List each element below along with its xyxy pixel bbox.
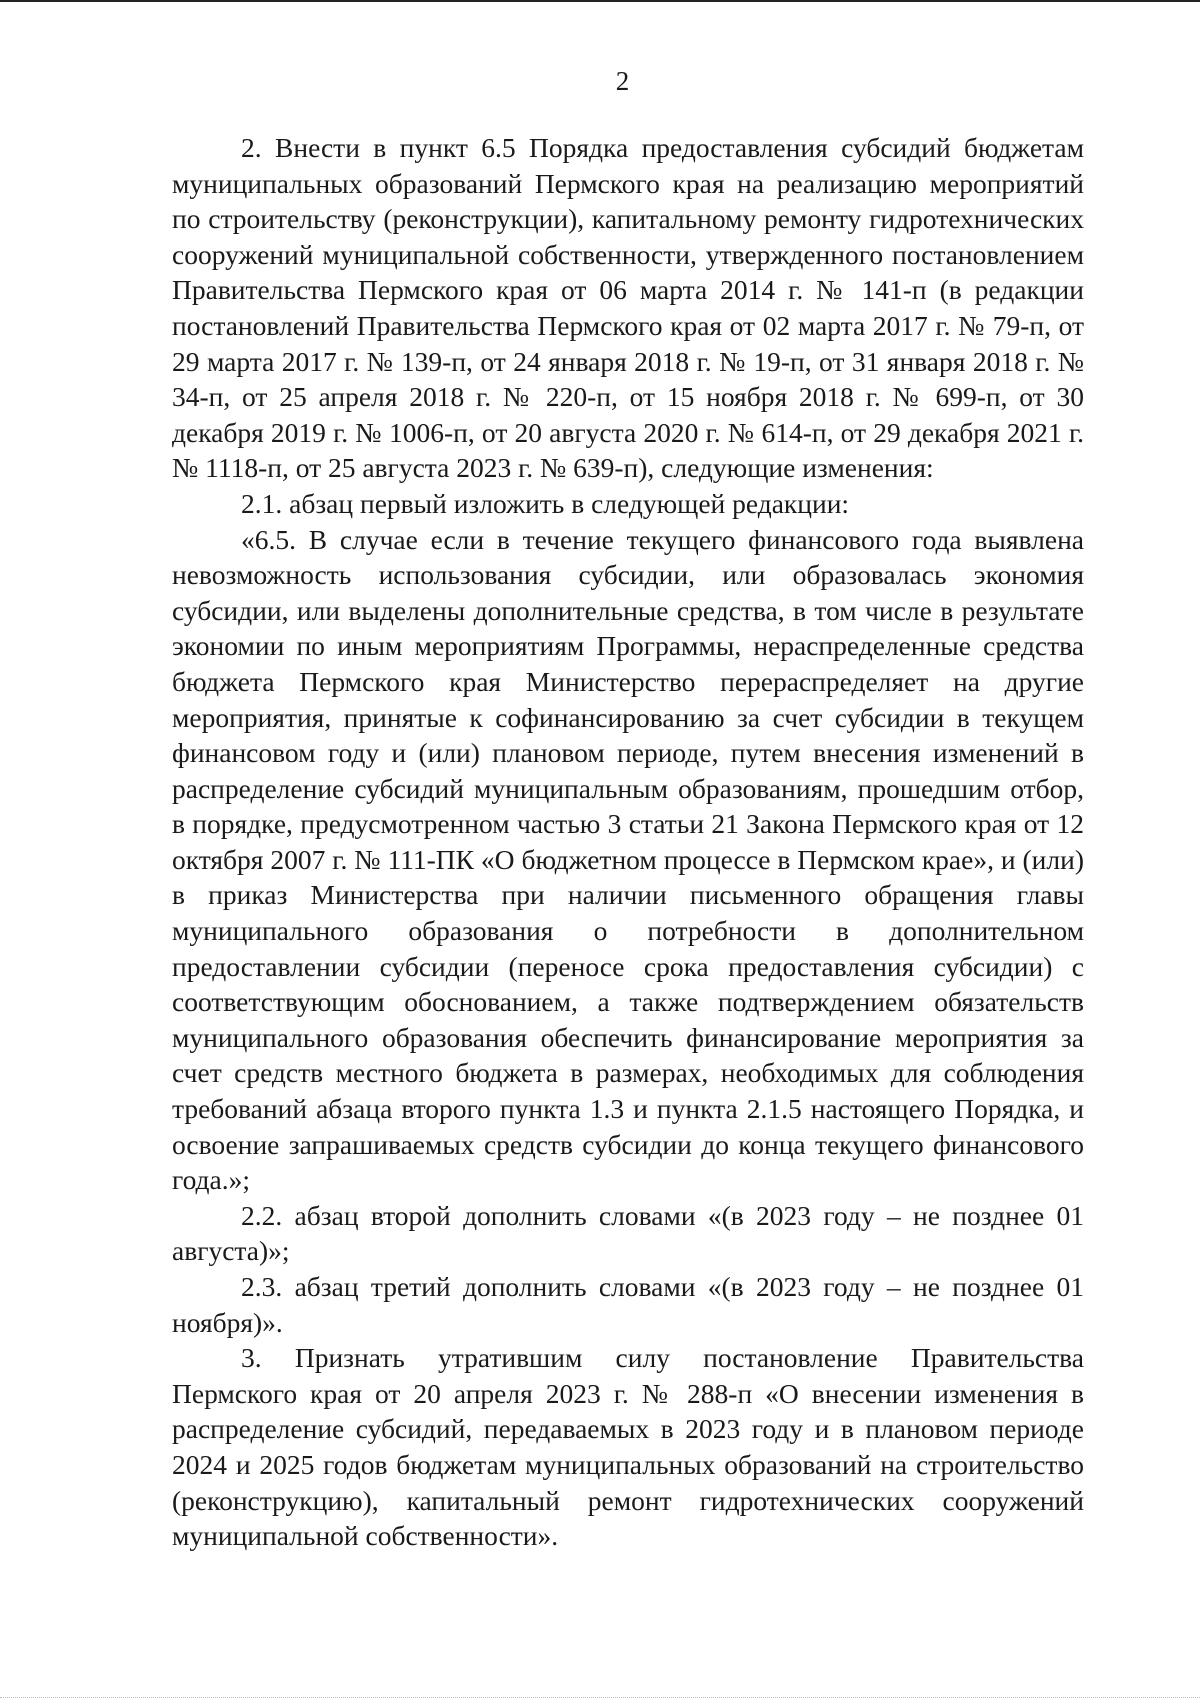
scan-top-border [0, 0, 1200, 2]
paragraph-item-3: 3. Признать утратившим силу постановление Правительства Пермского края от 20 апреля 2023 г. № 288-п «О внесении изменения в распределение субсидий, передаваемых в 2023 году и в плановом периоде 2024 и 2025 годов бюджетам муниципальных образований на строительство (реконструкцию), капитальный ремонт гидротехнических сооружений муниципальной собственности». [172, 1342, 1084, 1552]
paragraph-quoted-6-5: «6.5. В случае если в течение текущего финансового года выявлена невозможность использования субсидии, или образовалась экономия субсидии, или выделены дополнительные средства, в том числе в результате экономии по иным мероприятиям Программы, нераспределенные средства бюджета Пермского края Министерство перераспределяет на другие мероприятия, принятые к софинансированию за счет субсидии в текущем финансовом году и (или) плановом периоде, путем внесения изменений в распределение субсидий муниципальным образованиям, прошедшим отбор, в порядке, предусмотренном частью 3 статьи 21 Закона Пермского края от 12 октября 2007 г. № 111-ПК «О бюджетном процессе в Пермском крае», и (или) в приказ Министерства при наличии письменного обращения главы муниципального образования о потребности в дополнительном предоставлении субсидии (переносе срока предоставления субсидии) с соответствующим обоснованием, а также подтверждением обязательств муниципального образования обеспечить финансирование мероприятия за счет средств местного бюджета в размерах, необходимых для соблюдения требований абзаца второго пункта 1.3 и пункта 2.1.5 настоящего Порядка, и освоение запрашиваемых средств субсидии до конца текущего финансового года.»; [172, 523, 1084, 1196]
page-number: 2 [615, 66, 630, 96]
paragraph-subitem-2-3: 2.3. абзац третий дополнить словами «(в 2023 году – не позднее 01 ноября)». [172, 1271, 1084, 1338]
paragraph-subitem-2-1: 2.1. абзац первый изложить в следующей редакции: [241, 487, 850, 519]
paragraph-item-2: 2. Внести в пункт 6.5 Порядка предоставления субсидий бюджетам муниципальных образований Пермского края на реализацию мероприятий по строительству (реконструкции), капитальному ремонту гидротехнических сооружений муниципальной собственности, утвержденного постановлением Правительства Пермского края от 06 марта 2014 г. № 141-п (в редакции постановлений Правительства Пермского края от 02 марта 2017 г. № 79-п, от 29 марта 2017 г. № 139-п, от 24 января 2018 г. № 19-п, от 31 января 2018 г. № 34-п, от 25 апреля 2018 г. № 220-п, от 15 ноября 2018 г. № 699-п, от 30 декабря 2019 г. № 1006-п, от 20 августа 2020 г. № 614-п, от 29 декабря 2021 г. № 1118-п, от 25 августа 2023 г. № 639-п), следующие изменения: [172, 132, 1084, 484]
scan-bottom-edge [0, 1697, 1200, 1699]
paragraph-subitem-2-2: 2.2. абзац второй дополнить словами «(в 2023 году – не позднее 01 августа)»; [172, 1199, 1084, 1267]
document-body [172, 130, 1084, 1554]
